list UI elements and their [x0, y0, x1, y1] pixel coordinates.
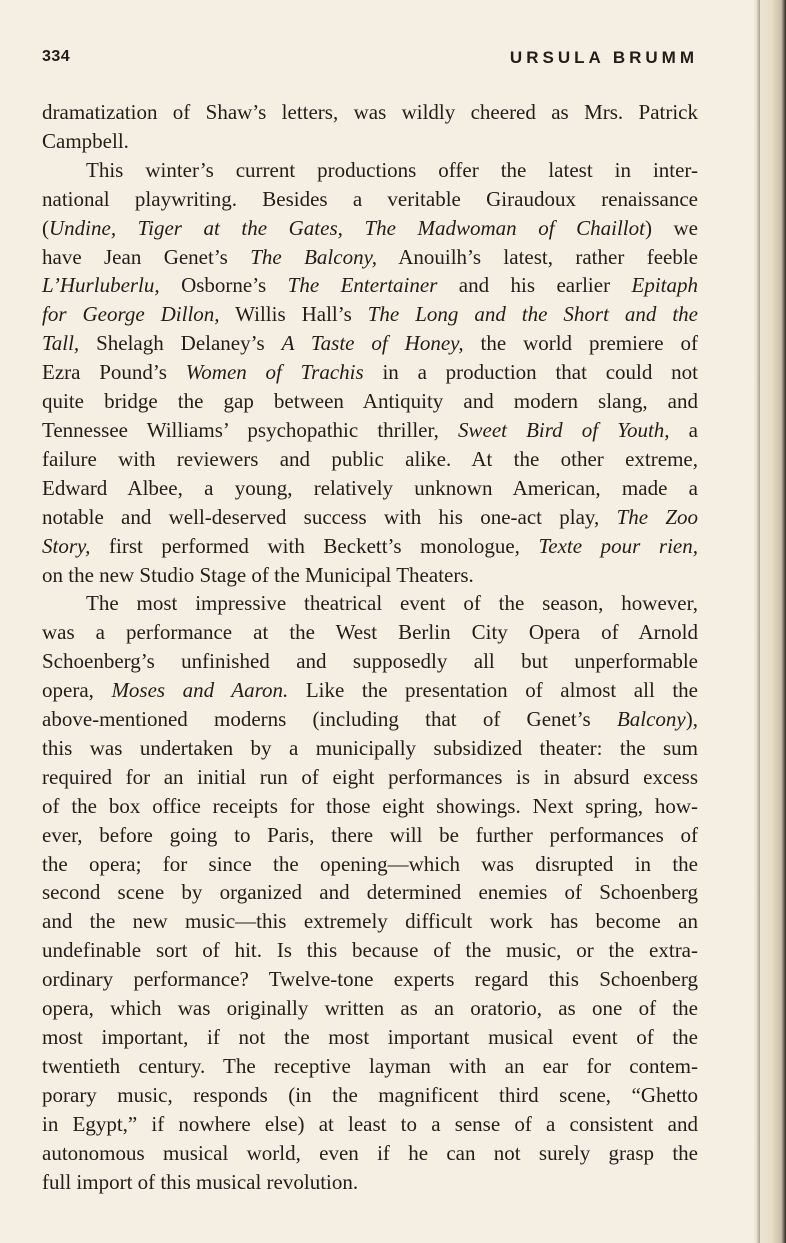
text-line — [42, 416, 698, 445]
text-run: Osborne’s — [159, 273, 288, 298]
text-run: opera, — [42, 678, 112, 703]
text-line — [42, 907, 698, 936]
text-line — [42, 965, 698, 994]
italic-title-text: Women of Trachis — [185, 360, 364, 385]
running-header — [42, 48, 698, 76]
text-line — [42, 821, 698, 850]
page-spine-shadow — [756, 0, 760, 1243]
text-line — [42, 936, 698, 965]
text-line — [42, 1023, 698, 1052]
text-run: dramatization of Shaw’s letters, was wildly cheered as Mrs. Patrick — [42, 100, 698, 124]
text-run: ) we — [644, 215, 699, 240]
text-line — [42, 705, 698, 734]
text-line — [42, 358, 698, 387]
text-line — [42, 243, 698, 272]
italic-title-text: The Zoo — [616, 504, 698, 529]
text-run: failure with reviewers and public alike. At the other extreme, — [42, 446, 698, 471]
italic-title-text: Story, — [42, 533, 91, 558]
text-run: most important, if not the most important musical event of the — [42, 1025, 698, 1049]
text-line — [42, 185, 698, 214]
text-run: ever, before going to Paris, there will be further performances of — [42, 822, 698, 847]
text-line — [42, 1168, 698, 1197]
text-run: and the new music—this extremely difficult work has become an — [42, 909, 698, 934]
text-run: Campbell. — [42, 128, 129, 153]
text-line — [42, 387, 698, 416]
text-line — [42, 1139, 698, 1168]
text-run: Anouilh’s latest, rather feeble — [377, 244, 698, 269]
text-run: ), — [685, 707, 698, 732]
text-line — [42, 300, 698, 329]
italic-title-text: The Balcony, — [250, 244, 377, 269]
text-run: first performed with Beckett’s monologue, — [90, 533, 539, 558]
text-run: required for an initial run of eight performances is in absurd excess — [42, 764, 698, 789]
text-line — [42, 792, 698, 821]
text-run: Schoenberg’s unfinished and supposedly all but unperformable — [42, 649, 698, 674]
text-line — [42, 503, 698, 532]
text-line — [42, 329, 698, 358]
text-run: have Jean Genet’s — [42, 244, 251, 269]
text-line — [42, 214, 698, 243]
italic-title-text: The Entertainer — [287, 273, 438, 298]
text-run: above-mentioned moderns (including that of Genet’s — [42, 707, 617, 732]
text-run: this was undertaken by a municipally subsidized theater: the sum — [42, 735, 698, 760]
text-line — [42, 589, 698, 618]
text-line — [42, 734, 698, 763]
italic-title-text: for George Dillon, — [42, 302, 220, 327]
text-run: the world premiere of — [463, 331, 699, 356]
text-run: on the new Studio Stage of the Municipal Theaters. — [42, 562, 474, 587]
text-run: a — [669, 417, 698, 442]
text-line — [42, 532, 698, 561]
text-line — [42, 878, 698, 907]
text-line — [42, 850, 698, 879]
text-run: notable and well-deserved success with his one-act play, — [42, 504, 617, 529]
running-head-author: URSULA BRUMM — [509, 48, 698, 67]
text-run: of the box office receipts for those eight showings. Next spring, how- — [42, 793, 698, 818]
text-run: Edward Albee, a young, relatively unknown American, made a — [42, 475, 698, 500]
body-text — [42, 98, 698, 1196]
text-run: Tennessee Williams’ psychopathic thriller, — [42, 417, 458, 442]
italic-title-text: The Long and the Short and the — [367, 302, 699, 327]
text-run: The most impressive theatrical event of the season, however, — [86, 591, 698, 616]
text-line — [42, 127, 698, 156]
italic-title-text: L’Hurluberlu, — [42, 273, 160, 298]
text-run: the opera; for since the opening—which was disrupted in the — [42, 851, 698, 876]
text-run: and his earlier — [437, 273, 632, 298]
text-line — [42, 994, 698, 1023]
text-run: porary music, responds (in the magnificent third scene, “Ghetto — [42, 1082, 698, 1107]
text-line — [42, 561, 698, 590]
text-line — [42, 474, 698, 503]
text-run: quite bridge the gap between Antiquity and modern slang, and — [42, 389, 698, 414]
text-run: Like the presentation of almost all the — [288, 678, 699, 703]
text-run: This winter’s current productions offer the latest in inter- — [86, 157, 698, 182]
text-run: undefinable sort of hit. Is this because of the music, or the extra- — [42, 938, 698, 963]
italic-title-text: Balcony — [616, 707, 686, 732]
text-line — [42, 445, 698, 474]
italic-title-text: A Taste of Honey, — [281, 331, 464, 356]
text-line — [42, 271, 698, 300]
text-line — [42, 676, 698, 705]
italic-title-text: Sweet Bird of Youth, — [458, 417, 670, 442]
italic-title-text: Texte pour rien, — [538, 533, 698, 558]
text-run: in Egypt,” if nowhere else) at least to a sense of a consistent and — [42, 1111, 698, 1136]
italic-title-text: Undine, Tiger at the Gates, The Madwoman of Chaillot — [49, 215, 645, 240]
text-run: Ezra Pound’s — [42, 360, 186, 385]
italic-title-text: Epitaph — [631, 273, 698, 298]
text-line — [42, 1052, 698, 1081]
text-run: opera, which was originally written as an oratorio, as one of the — [42, 996, 698, 1021]
italic-title-text: Moses and Aaron. — [111, 678, 289, 703]
text-line — [42, 156, 698, 185]
text-line — [42, 647, 698, 676]
text-run: autonomous musical world, even if he can not surely grasp the — [42, 1140, 698, 1165]
text-run: second scene by organized and determined enemies of Schoenberg — [42, 880, 698, 905]
text-run: Willis Hall’s — [219, 302, 368, 327]
text-line — [42, 1110, 698, 1139]
text-run: ordinary performance? Twelve-tone experts regard this Schoenberg — [42, 967, 698, 992]
text-run: Shelagh Delaney’s — [79, 331, 282, 356]
text-run: in a production that could not — [363, 360, 698, 385]
page-number: 334 — [42, 48, 71, 65]
text-run: national playwriting. Besides a veritable Giraudoux renaissance — [42, 186, 698, 211]
text-run: full import of this musical revolution. — [42, 1169, 359, 1194]
text-run: was a performance at the West Berlin City Opera of Arnold — [42, 620, 698, 645]
text-line — [42, 763, 698, 792]
text-line — [42, 1081, 698, 1110]
text-line — [42, 618, 698, 647]
italic-title-text: Tall, — [42, 331, 80, 356]
text-line — [42, 98, 698, 127]
text-run: ( — [42, 215, 49, 240]
text-run: twentieth century. The receptive layman with an ear for contem- — [42, 1053, 698, 1078]
